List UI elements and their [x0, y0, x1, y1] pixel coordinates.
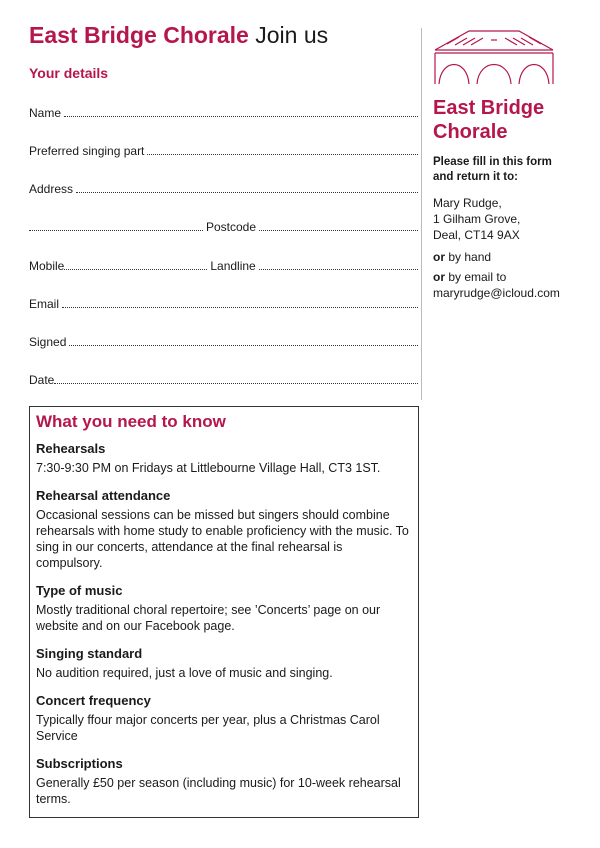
info-item-rehearsals: [36, 441, 412, 476]
email-line[interactable]: [62, 306, 418, 308]
info-item-title: Rehearsals: [36, 441, 106, 456]
return-instructions: [433, 155, 593, 185]
page-title: [29, 22, 328, 49]
email-label: Email: [29, 297, 60, 311]
info-item-text: Generally £50 per season (including music) for 10-week rehearsal terms.: [36, 776, 401, 806]
name-line[interactable]: [64, 115, 418, 117]
singing-part-line[interactable]: [147, 153, 418, 155]
info-item-standard: [36, 646, 412, 681]
sidebar-brand-line1: East Bridge: [433, 97, 545, 119]
return-address: [433, 195, 593, 243]
or-label: or: [433, 250, 445, 264]
address-label: Address: [29, 182, 74, 196]
phone-field[interactable]: [29, 257, 418, 273]
by-email-text: by email to: [445, 270, 507, 284]
info-item-subscriptions: [36, 756, 412, 807]
mobile-line[interactable]: [64, 268, 207, 270]
info-item-frequency: [36, 693, 412, 744]
by-email-note: [433, 269, 593, 285]
title-subtitle: Join us: [255, 22, 329, 48]
sidebar: [433, 28, 593, 301]
by-hand-text: by hand: [445, 250, 492, 264]
contact-email[interactable]: maryrudge@icloud.com: [433, 286, 560, 300]
name-label: Name: [29, 106, 62, 120]
address-line-2[interactable]: [29, 229, 203, 231]
sidebar-brand-line2: Chorale: [433, 121, 508, 143]
bridge-logo-icon: [433, 28, 555, 86]
info-item-text: Mostly traditional choral repertoire; see ’Concerts’ page on our website and on our Facebook page.: [36, 603, 381, 633]
postcode-label: Postcode: [206, 220, 257, 234]
landline-line[interactable]: [259, 268, 418, 270]
date-line[interactable]: [54, 382, 418, 384]
address-line: Deal, CT14 9AX: [433, 228, 520, 242]
mobile-label: Mobile: [29, 259, 65, 273]
date-field[interactable]: [29, 371, 418, 387]
info-item-text: Occasional sessions can be missed but singers should combine rehearsals with home study to enable proficiency with the music. To sing in our concerts, attendance at the final rehearsal is compulsory.: [36, 508, 409, 570]
date-label: Date: [29, 373, 55, 387]
info-heading: What you need to know: [36, 412, 226, 431]
landline-label: Landline: [210, 259, 256, 273]
address-line: Mary Rudge,: [433, 196, 502, 210]
signed-line[interactable]: [69, 344, 418, 346]
info-item-text: 7:30-9:30 PM on Fridays at Littlebourne Village Hall, CT3 1ST.: [36, 461, 381, 475]
info-item-attendance: [36, 488, 412, 571]
signed-field[interactable]: [29, 333, 418, 349]
instructions-line2: and return it to:: [433, 171, 518, 183]
info-item-title: Singing standard: [36, 646, 143, 661]
postcode-line[interactable]: [259, 229, 418, 231]
info-item-title: Rehearsal attendance: [36, 488, 171, 503]
address-postcode-field[interactable]: [29, 218, 418, 234]
address-field[interactable]: [29, 180, 418, 196]
address-line[interactable]: [76, 191, 418, 193]
instructions-line1: Please fill in this form: [433, 156, 552, 168]
info-item-title: Type of music: [36, 583, 123, 598]
or-label: or: [433, 270, 445, 284]
singing-part-field[interactable]: [29, 142, 418, 158]
title-brand: East Bridge Chorale: [29, 22, 249, 48]
by-hand-note: [433, 249, 593, 265]
email-field[interactable]: [29, 295, 418, 311]
info-item-title: Concert frequency: [36, 693, 151, 708]
info-item-title: Subscriptions: [36, 756, 123, 771]
sidebar-brand: [433, 96, 593, 144]
signed-label: Signed: [29, 335, 67, 349]
info-item-music: [36, 583, 412, 634]
address-line: 1 Gilham Grove,: [433, 212, 521, 226]
singing-part-label: Preferred singing part: [29, 144, 145, 158]
name-field[interactable]: [29, 104, 418, 120]
column-divider: [421, 28, 422, 400]
your-details-heading: Your details: [29, 65, 109, 81]
info-item-text: No audition required, just a love of music and singing.: [36, 666, 333, 680]
info-item-text: Typically ffour major concerts per year, plus a Christmas Carol Service: [36, 713, 380, 743]
info-box: [29, 406, 419, 818]
